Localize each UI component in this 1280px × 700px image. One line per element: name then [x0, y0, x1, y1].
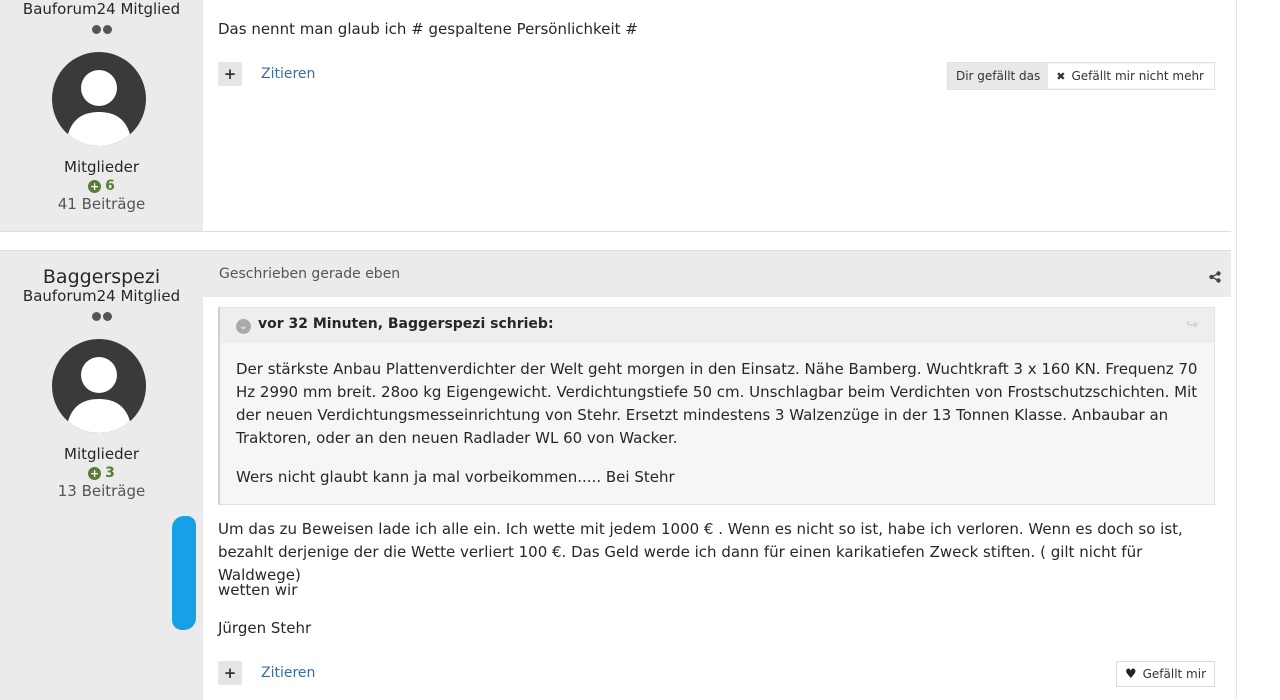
share-icon[interactable]	[1209, 268, 1221, 287]
forum-post	[0, 250, 1231, 700]
author-group: Mitglieder	[64, 158, 139, 176]
rank-dots	[0, 312, 203, 321]
author-name[interactable]: Baggerspezi	[42, 266, 161, 288]
multiquote-button[interactable]: +	[218, 661, 242, 685]
quote-paragraph: Wers nicht glaubt kann ja mal vorbeikommen..... Bei Stehr	[236, 468, 675, 486]
post-body	[203, 251, 1231, 700]
author-title: Bauforum24 Mitglied	[22, 0, 181, 18]
reputation-value: 3	[105, 465, 115, 481]
quote-link[interactable]: Zitieren	[261, 665, 316, 681]
post-author-panel	[0, 251, 203, 700]
post-author-panel	[0, 0, 203, 231]
liked-status: Dir gefällt das	[948, 63, 1048, 89]
quote-paragraph: Der stärkste Anbau Plattenverdichter der Welt geht morgen in den Einsatz. Nähe Bamberg. Wuchtkraft 3 x 160 KN. Frequenz 70 Hz 2990 mm breit. 28oo kg Eigengewicht. Verdichtungstiefe 50 cm. Unschlagbar beim Verdichten von Frostschutzschichten. Mit der neuen Verdichtungsmesseinrichtung von Stehr. Ersetzt mindestens 3 Walzenzüge in der 13 Tonnen Klasse. Anbaubar an Traktoren, oder an den neuen Radlader WL 60 von Wacker.	[236, 360, 1198, 447]
page-right-border	[1236, 0, 1237, 699]
author-post-count: 41 Beiträge	[57, 195, 146, 213]
like-button[interactable]	[1116, 661, 1215, 687]
reaction-box	[947, 62, 1215, 90]
rank-dots	[0, 25, 203, 34]
quote-source-link-icon[interactable]: ↪	[1186, 317, 1198, 333]
post-content: Das nennt man glaub ich # gespaltene Persönlichkeit #	[218, 20, 638, 38]
author-avatar[interactable]	[52, 52, 146, 146]
multiquote-button[interactable]: +	[218, 62, 242, 86]
reputation-plus-icon: +	[90, 466, 100, 480]
heart-icon: ♥	[1124, 666, 1137, 682]
author-reputation	[0, 178, 203, 194]
collapse-toggle-icon[interactable]: ⌄	[236, 319, 251, 334]
highlighter-annotation	[172, 516, 196, 630]
post-header	[203, 251, 1231, 297]
post-date[interactable]: Geschrieben gerade eben	[219, 266, 401, 282]
quote-header	[220, 308, 1214, 343]
author-avatar[interactable]	[52, 339, 146, 433]
author-title: Bauforum24 Mitglied	[22, 287, 181, 305]
quote-citation: vor 32 Minuten, Baggerspezi schrieb:	[258, 316, 554, 332]
post-body	[203, 0, 1231, 231]
post-signature-line: Jürgen Stehr	[218, 619, 312, 637]
author-post-count: 13 Beiträge	[57, 482, 146, 500]
reputation-value: 6	[105, 178, 115, 194]
unlike-label: Gefällt mir nicht mehr	[1071, 69, 1204, 83]
post-content: wetten wir	[218, 581, 298, 599]
author-reputation	[0, 465, 203, 481]
unlike-button[interactable]	[1048, 64, 1214, 88]
author-group: Mitglieder	[64, 445, 139, 463]
blockquote	[218, 307, 1215, 505]
close-icon: ✖	[1056, 69, 1066, 83]
post-content: Um das zu Beweisen lade ich alle ein. Ich wette mit jedem 1000 € . Wenn es nicht so ist, habe ich verloren. Wenn es doch so ist, bezahlt derjenige der die Wette verliert 100 €. Das Geld werde ich dann für einen karikatiefen Zweck stiften. ( gilt nicht für Waldwege)	[218, 520, 1183, 584]
forum-post	[0, 0, 1231, 232]
reputation-plus-icon: +	[90, 179, 100, 193]
quote-link[interactable]: Zitieren	[261, 66, 316, 82]
avatar-silhouette-icon	[52, 339, 146, 433]
like-label: Gefällt mir	[1142, 667, 1206, 681]
avatar-silhouette-icon	[52, 52, 146, 146]
